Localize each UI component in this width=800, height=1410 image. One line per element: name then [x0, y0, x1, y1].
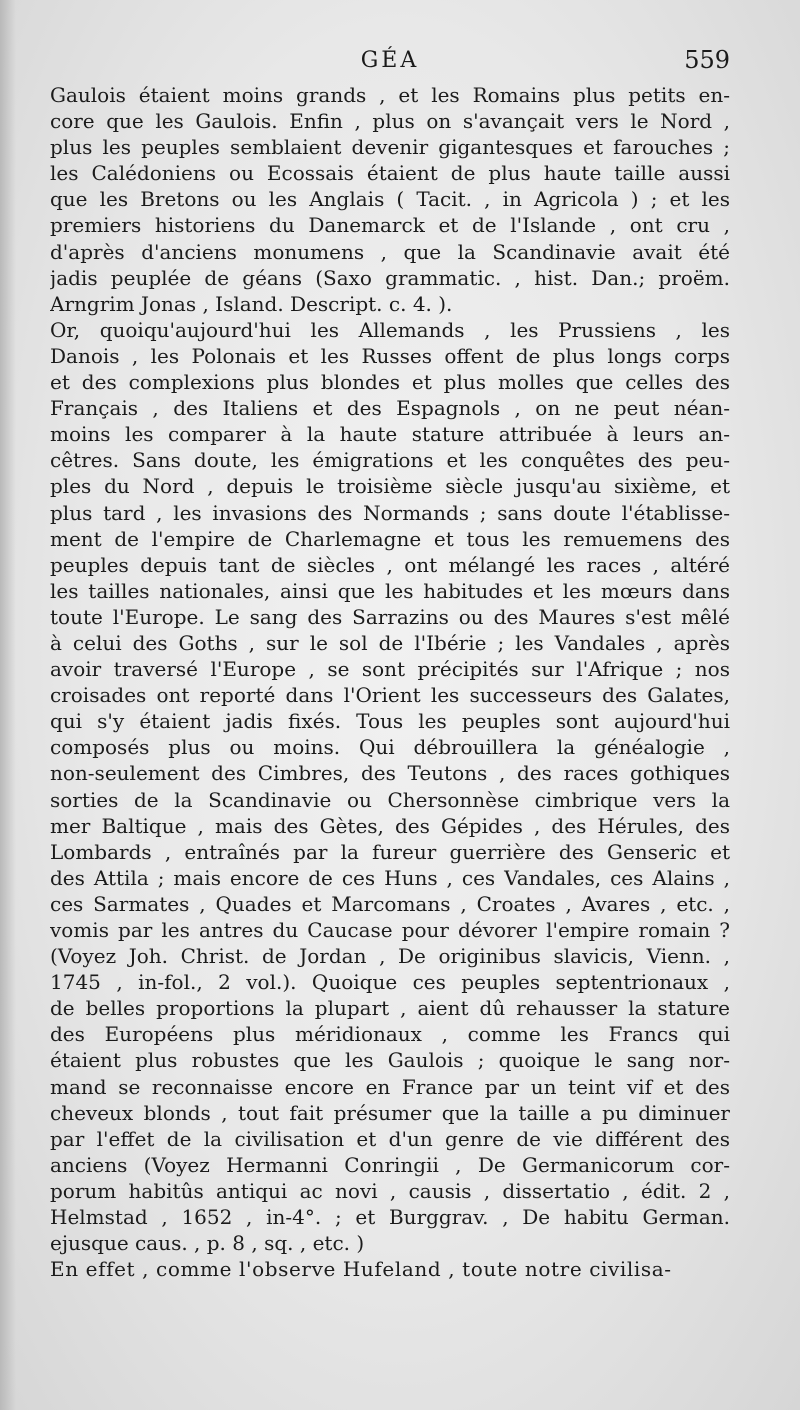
- text-line: (Voyez Joh. Christ. de Jordan , De originibus slavicis, Vienn. ,: [50, 944, 730, 969]
- text-line: ples du Nord , depuis le troisième siècle jusqu'au sixième, et: [50, 474, 730, 499]
- text-line: des Européens plus méridionaux , comme les Francs qui: [50, 1022, 730, 1047]
- text-line: plus les peuples semblaient devenir gigantesques et farouches ;: [50, 135, 730, 160]
- text-line: sorties de la Scandinavie ou Chersonnèse cimbrique vers la: [50, 787, 730, 812]
- text-line: cheveux blonds , tout fait présumer que la taille a pu diminuer: [50, 1100, 730, 1125]
- text-line: avoir traversé l'Europe , se sont précipités sur l'Afrique ; nos: [50, 657, 730, 682]
- text-line: les tailles nationales, ainsi que les habitudes et les mœurs dans: [50, 578, 730, 603]
- text-line: et des complexions plus blondes et plus molles que celles des: [50, 370, 730, 395]
- text-line: vomis par les antres du Caucase pour dévorer l'empire romain ?: [50, 918, 730, 942]
- text-line: Helmstad , 1652 , in-4°. ; et Burggrav. , De habitu German.: [50, 1205, 730, 1230]
- running-head: GÉA: [360, 48, 420, 73]
- text-line: ces Sarmates , Quades et Marcomans , Croates , Avares , etc. ,: [50, 891, 730, 916]
- text-line: premiers historiens du Danemarck et de l'Islande , ont cru ,: [50, 213, 730, 238]
- text-line: toute l'Europe. Le sang des Sarrazins ou des Maures s'est mêlé: [50, 604, 730, 629]
- text-line: qui s'y étaient jadis fixés. Tous les peuples sont aujourd'hui: [50, 709, 730, 734]
- text-line: à celui des Goths , sur le sol de l'Ibérie ; les Vandales , après: [50, 630, 730, 655]
- body-text: [50, 82, 730, 1282]
- text-line: ment de l'empire de Charlemagne et tous les remuemens des: [50, 526, 730, 551]
- text-line: de belles proportions la plupart , aient dû rehausser la stature: [50, 996, 730, 1021]
- text-line: non-seulement des Cimbres, des Teutons , des races gothiques: [50, 761, 730, 786]
- text-line: peuples depuis tant de siècles , ont mélangé les races , altéré: [50, 552, 730, 577]
- text-line: porum habitûs antiqui ac novi , causis , dissertatio , édit. 2 ,: [50, 1178, 730, 1203]
- text-line: 1745 , in-fol., 2 vol.). Quoique ces peuples septentrionaux ,: [50, 970, 730, 995]
- text-line: Lombards , entraînés par la fureur guerrière des Genseric et: [50, 839, 730, 864]
- text-line: plus tard , les invasions des Normands ; sans doute l'établisse-: [50, 500, 730, 525]
- text-line: les Calédoniens ou Ecossais étaient de plus haute taille aussi: [50, 161, 730, 186]
- text-line: Gaulois étaient moins grands , et les Romains plus petits en-: [50, 83, 730, 107]
- text-line: d'après d'anciens monumens , que la Scandinavie avait été: [50, 239, 730, 264]
- text-line: Danois , les Polonais et les Russes offent de plus longs corps: [50, 343, 730, 368]
- text-line: composés plus ou moins. Qui débrouillera la généalogie ,: [50, 735, 730, 760]
- page-header: [50, 44, 730, 84]
- text-line: des Attila ; mais encore de ces Huns , ces Vandales, ces Alains ,: [50, 865, 730, 890]
- text-line: En effet , comme l'observe Hufeland , toute notre civilisa-: [50, 1257, 672, 1282]
- text-line: Arngrim Jonas , Island. Descript. c. 4. ).: [50, 291, 453, 316]
- page-number: 559: [684, 46, 730, 74]
- text-line: par l'effet de la civilisation et d'un genre de vie différent des: [50, 1126, 730, 1151]
- text-line: cêtres. Sans doute, les émigrations et les conquêtes des peu-: [50, 448, 730, 473]
- text-line: croisades ont reporté dans l'Orient les successeurs des Galates,: [50, 683, 730, 708]
- text-line: étaient plus robustes que les Gaulois ; quoique le sang nor-: [50, 1048, 730, 1073]
- text-line: Or, quoiqu'aujourd'hui les Allemands , les Prussiens , les: [50, 317, 730, 342]
- text-line: anciens (Voyez Hermanni Conringii , De Germanicorum cor-: [50, 1152, 730, 1177]
- page-binding-shadow: [0, 0, 16, 1410]
- text-line: ejusque caus. , p. 8 , sq. , etc. ): [50, 1231, 365, 1256]
- text-line: mand se reconnaisse encore en France par un teint vif et des: [50, 1074, 730, 1099]
- text-line: mer Baltique , mais des Gètes, des Gépides , des Hérules, des: [50, 813, 730, 838]
- text-line: moins les comparer à la haute stature attribuée à leurs an-: [50, 422, 730, 447]
- text-line: Français , des Italiens et des Espagnols , on ne peut néan-: [50, 396, 730, 421]
- text-line: core que les Gaulois. Enfin , plus on s'avançait vers le Nord ,: [50, 109, 730, 134]
- text-line: jadis peuplée de géans (Saxo grammatic. , hist. Dan.; proëm.: [50, 265, 730, 290]
- text-line: que les Bretons ou les Anglais ( Tacit. , in Agricola ) ; et les: [50, 187, 730, 212]
